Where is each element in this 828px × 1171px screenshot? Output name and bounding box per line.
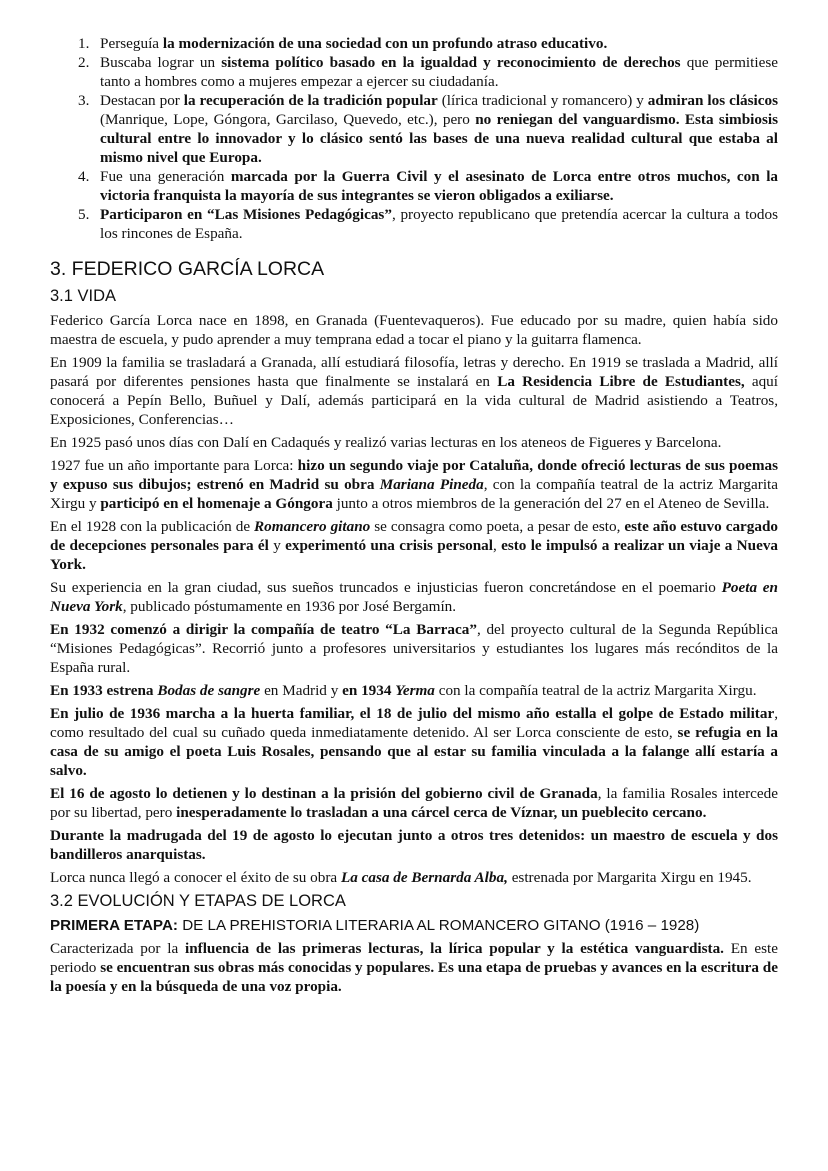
text-run: En julio de 1936 marcha a la huerta familiar, el 18 de julio del mismo año estalla el golpe de Estado militar <box>50 705 775 722</box>
text-run: hizo un segundo viaje por Cataluña, donde ofreció lecturas de sus poemas y expuso sus dibujos; estrenó en Madrid su obra <box>50 457 778 493</box>
text-run: Perseguía <box>100 35 163 52</box>
list-item <box>50 205 778 243</box>
text-run: y <box>268 537 286 554</box>
stage-label: PRIMERA ETAPA: <box>50 917 178 934</box>
text-run: admiran los clásicos <box>647 92 779 109</box>
generation-features-list <box>50 34 778 243</box>
list-item <box>50 34 778 53</box>
text-run: , la familia Rosales intercede por su libertad, pero <box>50 785 778 821</box>
text-run: , proyecto republicano que pretendía acercar la cultura a todos los rincones de España. <box>100 206 778 242</box>
text-run: La casa de Bernarda Alba, <box>340 869 508 886</box>
text-run: Poeta en Nueva York <box>50 579 778 615</box>
vida-paragraph <box>50 826 778 864</box>
text-run: En 1932 comenzó a dirigir la compañía de teatro “La Barraca” <box>50 621 477 638</box>
list-item <box>50 167 778 205</box>
text-run: En 1909 la familia se trasladará a Granada, allí estudiará filosofía, letras y derecho. En 1919 se traslada a Madrid, allí pasará por diferentes pensiones hasta que finalmente se instalará en <box>50 354 778 390</box>
text-run: la modernización de una sociedad con un profundo atraso educativo. <box>162 35 608 52</box>
text-run: se refugia en la casa de su amigo el poeta Luis Rosales, pensando que al estar su familia vinculada a la falange allí estaría a salvo. <box>50 724 778 779</box>
document-page <box>50 34 778 1000</box>
text-run: esto le impulsó a realizar un viaje a Nueva York. <box>50 537 779 573</box>
vida-paragraph <box>50 456 778 513</box>
text-run: Durante la madrugada del 19 de agosto lo ejecutan junto a otros tres detenidos: un maestro de escuela y dos bandilleros anarquistas. <box>50 827 778 863</box>
text-run: aquí conocerá a Pepín Bello, Buñuel y Dalí, además participará en la vida cultural de Madrid asistiendo a Teatros, Exposiciones, Conferencias… <box>50 373 778 428</box>
text-run: Caracterizada por la <box>50 940 185 957</box>
text-run: En el 1928 con la publicación de <box>50 518 255 535</box>
text-run: Yerma <box>395 682 435 699</box>
vida-paragraph <box>50 868 778 887</box>
list-item-number: 4. <box>78 168 90 185</box>
vida-paragraph <box>50 578 778 616</box>
stage-title: DE LA PREHISTORIA LITERARIA AL ROMANCERO GITANO (1916 – 1928) <box>177 917 700 934</box>
vida-paragraph <box>50 353 778 429</box>
list-item <box>50 91 778 167</box>
text-run: La Residencia Libre de Estudiantes, <box>497 373 745 390</box>
text-run: (lírica tradicional y romancero) y <box>437 92 648 109</box>
text-run: En 1925 pasó unos días con Dalí en Cadaqués y realizó varias lecturas en los ateneos de Figueres y Barcelona. <box>50 434 722 451</box>
list-item-number: 2. <box>78 54 90 71</box>
list-item-number: 3. <box>78 92 90 109</box>
text-run: , con la compañía teatral de la actriz Margarita Xirgu y <box>50 476 779 512</box>
text-run: Romancero gitano <box>254 518 371 535</box>
text-run: este año estuvo cargado de decepciones personales para él <box>50 518 779 554</box>
section-title: 3. FEDERICO GARCÍA LORCA <box>50 258 325 280</box>
text-run: Participaron en “Las Misiones Pedagógicas” <box>100 206 392 223</box>
vida-body <box>50 311 778 887</box>
text-run: que permitiese tanto a hombres como a mujeres empezar a ejercer su ciudadanía. <box>100 54 778 90</box>
text-run: con la compañía teatral de la actriz Margarita Xirgu. <box>434 682 757 699</box>
vida-paragraph <box>50 681 778 700</box>
text-run: , del proyecto cultural de la Segunda República “Misiones Pedagógicas”. Recorrió junto a profesores universitarios y estudiantes los lugares más recónditos de la España rural. <box>50 621 778 676</box>
vida-paragraph <box>50 517 778 574</box>
text-run: se consagra como poeta, a pesar de esto, <box>370 518 625 535</box>
text-run: influencia de las primeras lecturas, la lírica popular y la estética vanguardista. <box>184 940 724 957</box>
text-run: en 1934 <box>342 682 396 699</box>
text-run: estrenada por Margarita Xirgu en 1945. <box>507 869 752 886</box>
text-run: En este periodo <box>50 940 778 976</box>
text-run: no reniegan del vanguardismo. Esta simbiosis cultural entre lo innovador y lo clásico sentó las bases de una nueva realidad cultural que estaba al mismo nivel que Europa. <box>100 111 778 166</box>
text-run: , <box>492 537 502 554</box>
text-run: Destacan por <box>100 92 184 109</box>
text-run: (Manrique, Lope, Góngora, Garcilaso, Quevedo, etc.), pero <box>100 111 476 128</box>
text-run: 1927 fue un año importante para Lorca: <box>50 457 298 474</box>
list-item-number: 1. <box>78 35 90 52</box>
vida-paragraph <box>50 433 778 452</box>
subsection-vida-title: 3.1 VIDA <box>50 287 117 305</box>
text-run: Bodas de sangre <box>157 682 261 699</box>
stage-paragraph <box>50 939 778 996</box>
vida-paragraph <box>50 704 778 780</box>
text-run: En 1933 estrena <box>50 682 158 699</box>
text-run: Lorca nunca llegó a conocer el éxito de su obra <box>50 869 341 886</box>
text-run: Su experiencia en la gran ciudad, sus sueños truncados e injusticias fueron concretándose en el poemario <box>50 579 722 596</box>
text-run: junto a otros miembros de la generación del 27 en el Ateneo de Sevilla. <box>332 495 770 512</box>
vida-paragraph <box>50 311 778 349</box>
vida-paragraph <box>50 784 778 822</box>
text-run: inesperadamente lo trasladan a una cárcel cerca de Víznar, un pueblecito cercano. <box>176 804 707 821</box>
subsection-evolucion-title: 3.2 EVOLUCIÓN Y ETAPAS DE LORCA <box>50 892 346 910</box>
text-run: sistema político basado en la igualdad y reconocimiento de derechos <box>221 54 681 71</box>
text-run: Buscaba lograr un <box>100 54 222 71</box>
stage-heading <box>50 916 778 935</box>
vida-paragraph <box>50 620 778 677</box>
text-run: El 16 de agosto lo detienen y lo destinan a la prisión del gobierno civil de Granada <box>50 785 598 802</box>
text-run: marcada por la Guerra Civil y el asesinato de Lorca entre otros muchos, con la victoria franquista la mayoría de sus integrantes se vieron obligados a exiliarse. <box>100 168 779 204</box>
list-item-number: 5. <box>78 206 90 223</box>
text-run: la recuperación de la tradición popular <box>183 92 438 109</box>
text-run: Fue una generación <box>100 168 231 185</box>
text-run: participó en el homenaje a Góngora <box>100 495 333 512</box>
list-item <box>50 53 778 91</box>
text-run: , como resultado del cual su cuñado queda inmediatamente detenido. Al ser Lorca consciente de esto, <box>50 705 778 741</box>
text-run: en Madrid y <box>260 682 343 699</box>
text-run: se encuentran sus obras más conocidas y populares. Es una etapa de pruebas y avances en la escritura de la poesía y en la búsqueda de una voz propia. <box>50 959 778 995</box>
text-run: Mariana Pineda <box>379 476 484 493</box>
text-run: experimentó una crisis personal <box>285 537 493 554</box>
text-run: , publicado póstumamente en 1936 por José Bergamín. <box>122 598 457 615</box>
text-run: Federico García Lorca nace en 1898, en Granada (Fuentevaqueros). Fue educado por su madre, quien había sido maestra de escuela, y pudo aprender a muy temprana edad a tocar el piano y la guitarra flamenca. <box>50 312 778 348</box>
